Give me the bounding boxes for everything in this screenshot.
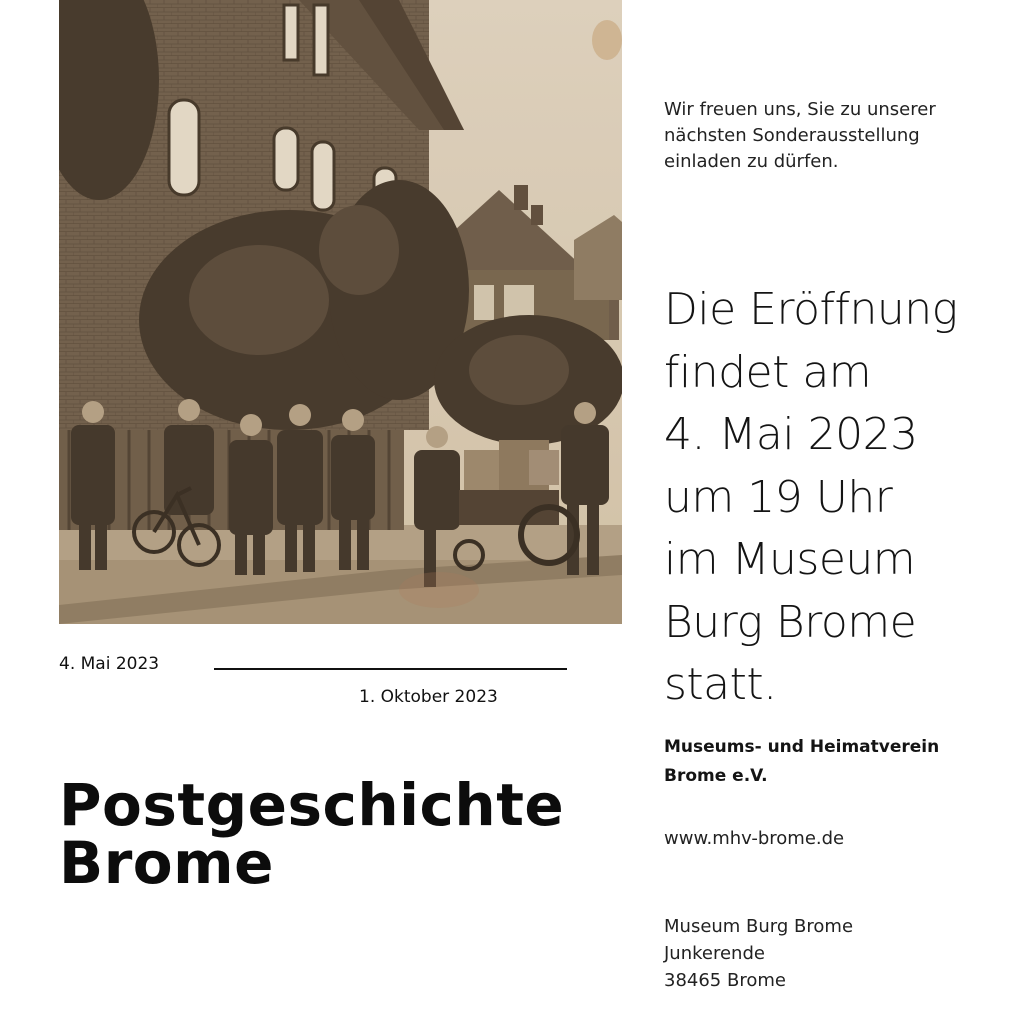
intro-line-2: nächsten Sonderausstellung (664, 125, 920, 146)
date-range-line (214, 668, 567, 670)
organizer-line-1: Museums- und Heimatverein (664, 737, 940, 757)
address-line-2: Junkerende (664, 943, 765, 964)
invitation-intro (664, 97, 994, 175)
exhibition-title (59, 771, 659, 897)
intro-line-1: Wir freuen uns, Sie zu unserer (664, 99, 936, 120)
museum-address (664, 913, 853, 994)
headline-line-6: Burg Brome (664, 596, 917, 648)
website-link[interactable]: www.mhv-brome.de (664, 828, 845, 849)
organizer-name (664, 733, 1004, 791)
organizer-line-2: Brome e.V. (664, 766, 768, 786)
title-line-1: Postgeschichte (59, 771, 565, 839)
headline-line-5: im Museum (664, 534, 916, 585)
opening-announcement (664, 279, 1019, 717)
headline-line-4: um 19 Uhr (664, 471, 893, 523)
address-line-3: 38465 Brome (664, 970, 786, 991)
headline-line-1: Die Eröffnung (664, 284, 958, 335)
exhibition-start-date: 4. Mai 2023 (59, 654, 160, 674)
headline-line-2: findet am (664, 346, 872, 398)
historic-post-office-photo (59, 0, 622, 624)
title-line-2: Brome (59, 829, 274, 897)
exhibition-end-date: 1. Oktober 2023 (359, 687, 498, 707)
headline-line-7: statt. (664, 659, 777, 710)
address-line-1: Museum Burg Brome (664, 916, 854, 937)
headline-line-3: 4. Mai 2023 (664, 409, 918, 460)
intro-line-3: einladen zu dürfen. (664, 151, 839, 172)
